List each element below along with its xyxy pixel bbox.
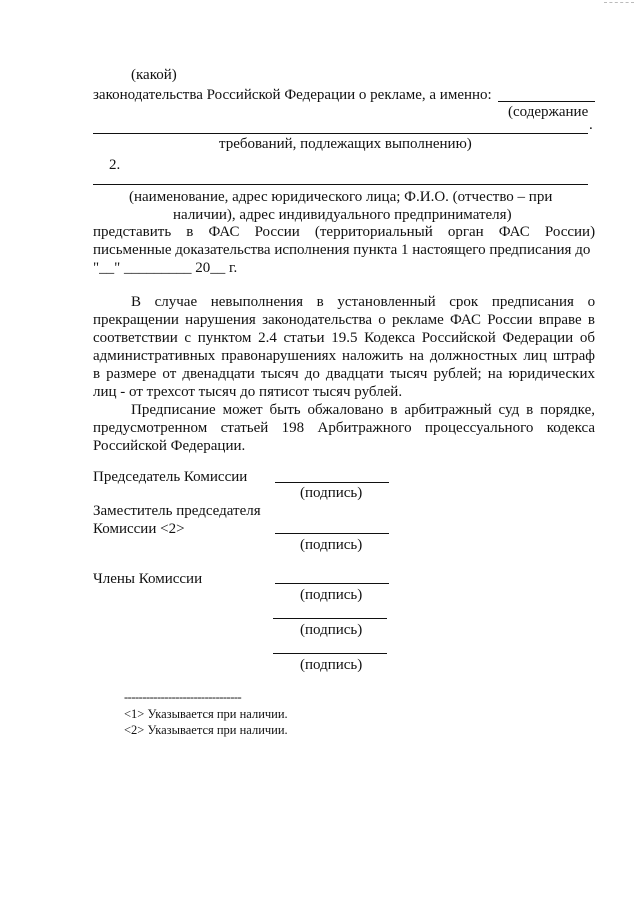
entity-caption-line1: (наименование, адрес юридического лица; Ф.И.О. (отчество – при	[129, 189, 553, 205]
para1-line4: административных правонарушениях наложить на должностных лиц штраф	[93, 348, 595, 364]
deputy-signature-caption: (подпись)	[300, 537, 363, 553]
footnote-1: <1> Указывается при наличии.	[124, 707, 288, 721]
period-mark: .	[589, 117, 593, 133]
member3-signature-caption: (подпись)	[300, 657, 363, 673]
para1-line6: лиц - от трехсот тысяч до пятисот тысяч рублей.	[93, 384, 403, 400]
member2-signature-line	[273, 618, 387, 619]
deadline-date-line: "__" _________ 20__ г.	[93, 260, 238, 276]
scan-edge-mark	[604, 2, 634, 3]
submit-line: представить в ФАС России (территориальный орган ФАС России)	[93, 224, 596, 240]
member1-signature-caption: (подпись)	[300, 587, 363, 603]
deputy-label-line1: Заместитель председателя	[93, 503, 261, 519]
para1-line1: В случае невыполнения в установленный срок предписания о	[131, 294, 596, 310]
para1-line3: соответствии с пунктом 2.4 статьи 19.5 Кодекса Российской Федерации об	[93, 330, 595, 346]
member2-signature-caption: (подпись)	[300, 622, 363, 638]
para2-line2: предусмотренном статьей 198 Арбитражного процессуального кодекса	[93, 420, 595, 436]
chair-label: Председатель Комиссии	[93, 469, 248, 485]
fill-line-requirements	[93, 133, 588, 134]
item-2-number: 2.	[109, 157, 121, 173]
fill-line-entity	[93, 184, 588, 185]
kakoy-caption: (какой)	[131, 67, 177, 83]
member3-signature-line	[273, 653, 387, 654]
soderzhanie-caption: (содержание	[508, 104, 589, 120]
chair-signature-caption: (подпись)	[300, 485, 363, 501]
footnote-separator: --------------------------------	[124, 690, 242, 704]
trebovaniy-caption: требований, подлежащих выполнению)	[219, 136, 472, 152]
para2-line3: Российской Федерации.	[93, 438, 246, 454]
chair-signature-line	[275, 482, 389, 483]
evidence-line: письменные доказательства исполнения пункта 1 настоящего предписания до	[93, 242, 591, 258]
para1-line5: в размере от двенадцати тысяч до двадцати тысяч рублей; на юридических	[93, 366, 595, 382]
fill-line-content	[498, 101, 595, 102]
member1-signature-line	[275, 583, 389, 584]
para1-line2: прекращении нарушения законодательства о рекламе ФАС России вправе в	[93, 312, 595, 328]
members-label: Члены Комиссии	[93, 571, 203, 587]
para2-line1: Предписание может быть обжаловано в арбитражный суд в порядке,	[131, 402, 595, 418]
footnote-2: <2> Указывается при наличии.	[124, 723, 288, 737]
deputy-signature-line	[275, 533, 389, 534]
deputy-label-line2: Комиссии <2>	[93, 521, 185, 537]
entity-caption-line2: наличии), адрес индивидуального предпринимателя)	[173, 207, 512, 223]
law-line: законодательства Российской Федерации о рекламе, а именно:	[93, 87, 492, 103]
